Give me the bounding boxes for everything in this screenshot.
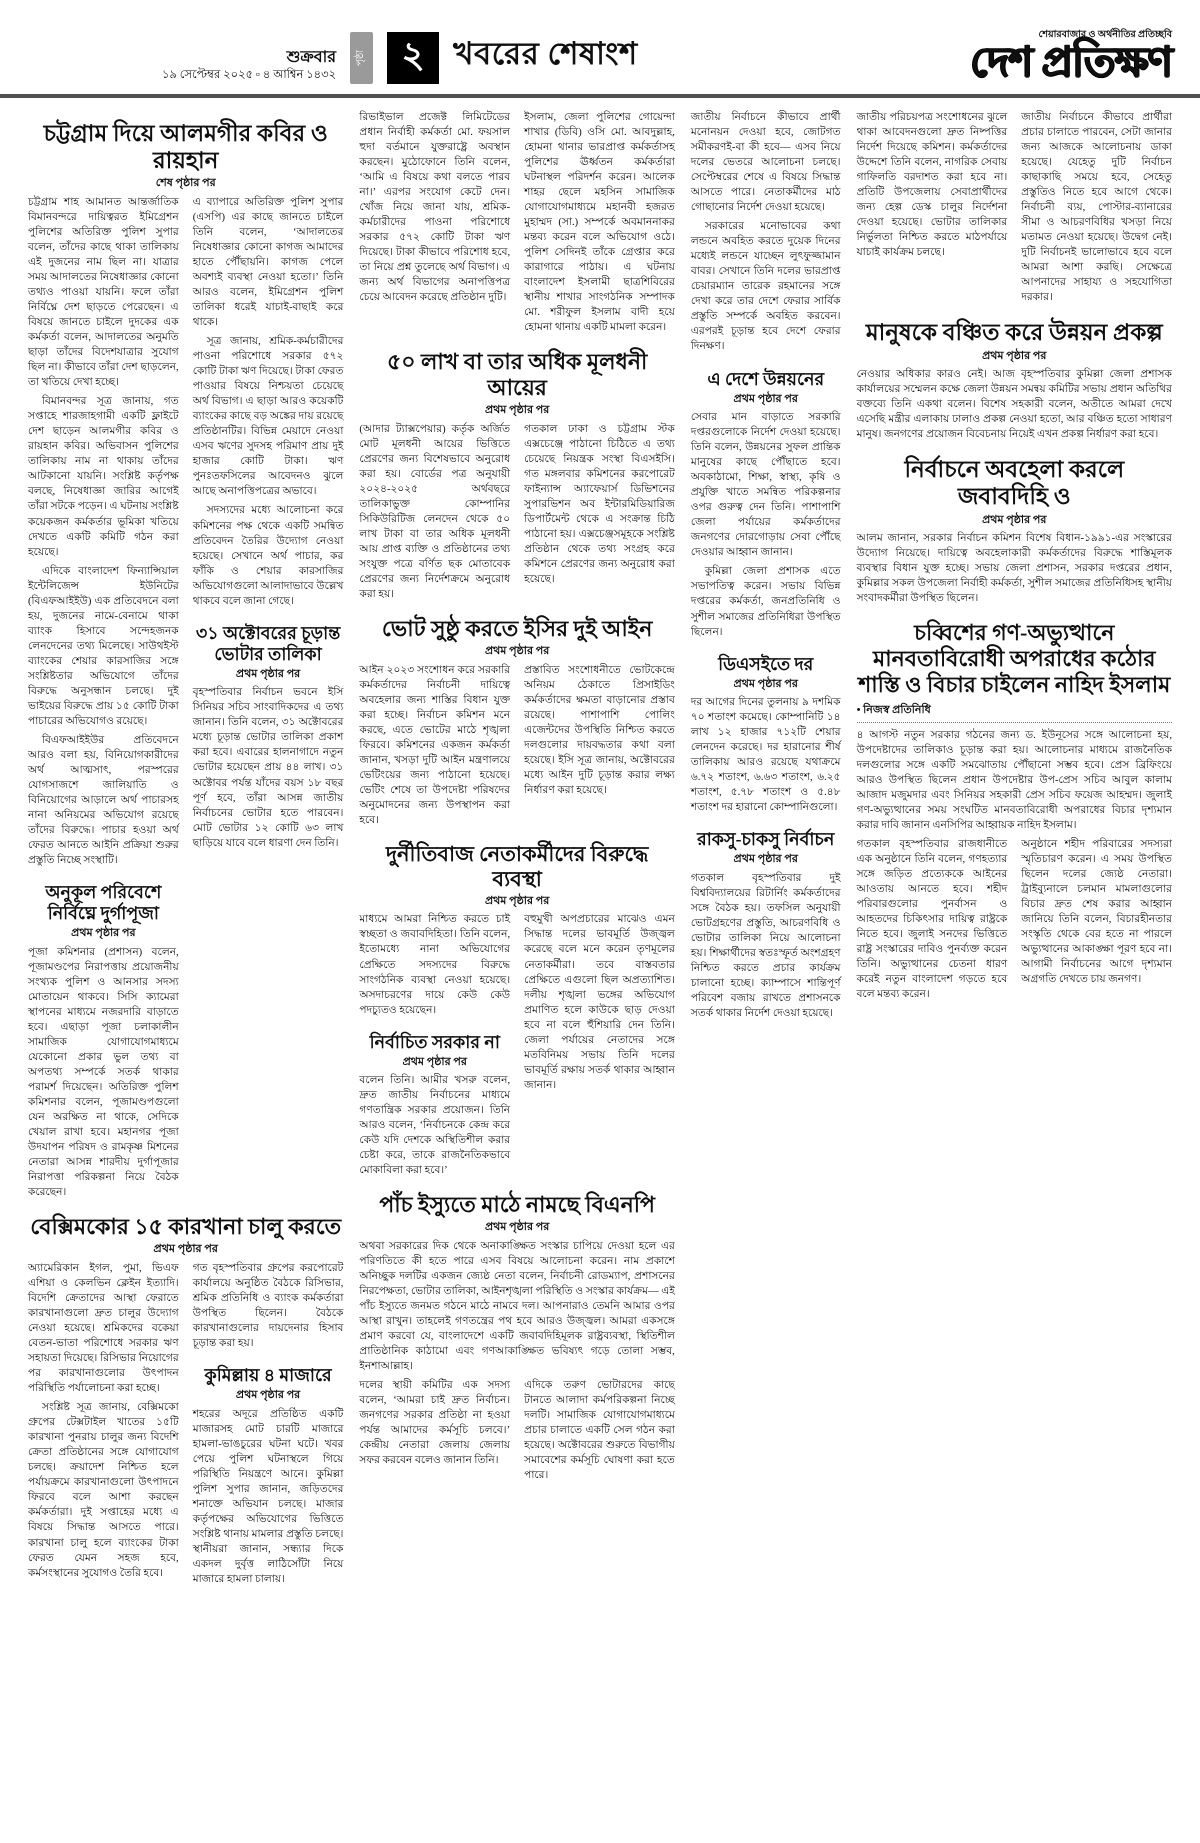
- page-number-box: ২: [387, 32, 439, 84]
- date-block: [162, 48, 336, 84]
- story-text: গতকাল বৃহস্পতিবার দুই বিশ্ববিদ্যালয়ের রিটার্নিং কর্মকর্তাদের সঙ্গে বৈঠক হয়। তফসিল অনুযায়ী ভোটগ্রহণের প্রস্তুতি, আচরণবিধি ও ভোটার তালিকা নিয়ে আলোচনা হয়। শিক্ষার্থীদের স্বতঃস্ফূর্ত অংশগ্রহণ নিশ্চিত করতে প্রচার কার্যক্রম চালানো হচ্ছে। ক্যাম্পাসে শান্তিপূর্ণ পরিবেশ বজায় রাখতে প্রশাসনকে সতর্ক থাকার নির্দেশ দেওয়া হয়েছে।: [690, 873, 841, 1020]
- story-text: সূত্র জানায়, শ্রমিক-কর্মচারীদের পাওনা পরিশোধে সরকার ৫৭২ কোটি টাকা ঋণ দিয়েছে। টাকা ফেরত পাওয়ার বিষয়ে নিশ্চয়তা চেয়েছে অর্থ বিভাগ। এ ছাড়া আরও কয়েকটি ব্যাংকের কাছে বড় অঙ্কের দায় রয়েছে প্রতিষ্ঠানটির। বিভিন্ন মেয়াদে নেওয়া এসব ঋণের সুদসহ পরিমাণ প্রায় দুই হাজার কোটি টাকা। ঋণ পুনঃতফসিলের আবেদনও ঝুলে আছে অনাপত্তিপত্রের অভাবে।: [192, 336, 344, 498]
- column-row: [857, 837, 1172, 1006]
- text-column: [193, 1261, 344, 1591]
- story-headline: এ দেশে উন্নয়নের: [707, 368, 825, 389]
- story-text: অ্যামেরিকান ইগল, পুমা, ভিএফ এশিয়া ও কেলভিন ক্লেইন ইত্যাদি। বিদেশি ক্রেতাদের আস্থা ফেরাতে কারখানাগুলো দ্রুত চালুর উদ্যোগ নেওয়া হয়েছে। শ্রমিকদের বকেয়া বেতন-ভাতা পরিশোধে সরকার ঋণ সহায়তা দিয়েছে। রিসিভার নিয়োগের পর কারখানাগুলোর উৎপাদন পরিস্থিতি পর্যালোচনা করা হচ্ছে।: [28, 1262, 179, 1395]
- text-column: [359, 110, 510, 339]
- story-text: এদিকে তরুণ ভোটারদের কাছে টানতে আলাদা কর্মপরিকল্পনা নিচ্ছে দলটি। সামাজিক যোগাযোগমাধ্যমে প্রচার চালাতে একটি সেল গঠন করা হয়েছে। অক্টোবরের শুরুতে বিভাগীয় সমাবেশের কর্মসূচি ঘোষণা করা হতে পারে।: [524, 1380, 675, 1482]
- text-column: [359, 422, 510, 606]
- text-column: [524, 912, 675, 1182]
- story-headline: ডিএসইতে দর: [718, 653, 814, 674]
- story-text: নেওয়ার অধিকার কারও নেই। আজ বৃহস্পতিবার কুমিল্লা জেলা প্রশাসক কার্যালয়ের সম্মেলন কক্ষে জেলা উন্নয়ন সমন্বয় কমিটির সভায় প্রধান অতিথির বক্তব্যে তিনি একথা বলেন। বিশেষ সহকারী বলেন, অতীতে আমরা দেখে এসেছি মন্ত্রীর এলাকায় ঢালাও প্রকল্প নেওয়া হতো, আর বঞ্চিত হতো সাধারণ মানুষ। জনগণের প্রয়োজন বিবেচনায় নিয়েই এখন প্রকল্প নির্ধারণ করা হবে।: [856, 369, 1172, 441]
- story-headline: রাকসু-চাকসু নির্বাচন: [697, 829, 835, 850]
- story-text: (আদার ট্যাক্সপেয়ার) কর্তৃক অর্জিত মোট মূলধনী আয়ের ভিত্তিতে প্রেরণের জন্য বিশেষভাবে অনুরোধ করা হয়। বোর্ডের পত্র অনুযায়ী ২০২৪-২০২৫ অর্থবছরে তালিকাভুক্ত কোম্পানির সিকিউরিটিজ লেনদেন থেকে ৫০ লাখ টাকা বা তার অধিক মূলধনী আয় প্রাপ্ত ব্যক্তি ও প্রতিষ্ঠানের তথ্য সংযুক্ত পত্রে বর্ণিত ছক মোতাবেক প্রেরণের জন্য নির্দেশক্রমে অনুরোধ করা হয়।: [359, 423, 511, 601]
- masthead: [970, 31, 1172, 85]
- story-text: মাধ্যমে আমরা নিশ্চিত করতে চাই স্বচ্ছতা ও জবাবদিহিতা। তিনি বলেন, ইতোমধ্যে নানা অভিযোগের প্রেক্ষিতে সদস্যদের বিরুদ্ধে সাংগঠনিক ব্যবস্থা নেওয়া হয়েছে। অসদাচরণের দায়ে কেউ কেউ পদচ্যুতও হয়েছেন।: [359, 914, 511, 1016]
- column-row: [359, 912, 674, 1182]
- story-text: কুমিল্লা জেলা প্রশাসক এতে সভাপতিত্ব করেন। সভায় বিভিন্ন দপ্তরের কর্মকর্তা, জনপ্রতিনিধি ও সুশীল সমাজের প্রতিনিধিরা উপস্থিত ছিলেন।: [690, 566, 841, 638]
- column-row: [359, 663, 674, 832]
- story-text: এ ব্যাপারে অতিরিক্ত পুলিশ সুপার (এসপি) এর কাছে জানতে চাইলে তিনি বলেন, ‘আদালতের নিষেধাজ্ঞার কোনো কাগজ আমাদের হাতে পৌঁছায়নি। কাগজ পেলে অবশ্যই ব্যবস্থা নেওয়া হতো।’ তিনি আরও বলেন, ইমিগ্রেশন পুলিশ তালিকা ধরেই যাচাই-বাছাই করে থাকে।: [192, 196, 344, 329]
- continuation-label: প্রথম পৃষ্ঠার পর: [484, 645, 550, 658]
- story-text: দর আগের দিনের তুলনায় ৯ দশমিক ৭০ শতাংশ কমেছে। কোম্পানিটি ১৪ লাখ ১২ হাজার ৭১২টি শেয়ার লেনদেন করেছে। দর হারানোর শীর্ষ তালিকায় আরও রয়েছে যথাক্রমে ৬.৭২ শতাংশ, ৬.৬৩ শতাংশ, ৬.২৫ শতাংশ, ৫.৭৮ শতাংশ ও ৫.৪৮ শতাংশ দর হারানো কোম্পানিগুলো।: [690, 697, 841, 814]
- continuation-label: প্রথম পৃষ্ঠার পর: [153, 1243, 218, 1256]
- byline: • নিজস্ব প্রতিনিধি: [856, 704, 931, 717]
- story-headline: চট্টগ্রাম দিয়ে আলমগীর কবির ও রায়হান: [43, 121, 328, 174]
- story-text: গতকাল ঢাকা ও চট্টগ্রাম স্টক এক্সচেঞ্জে পাঠানো চিঠিতে এ তথ্য চেয়েছে নিয়ন্ত্রক সংস্থা বিএসইসি। গত মঙ্গলবার কমিশনের করপোরেট ফাইন্যান্স অ্যাফেয়ার্স ডিভিশনের সুপারভিশন অব ইন্টারমিডিয়ারিজ ডিপার্টমেন্ট থেকে এ সংক্রান্ত চিঠি পাঠানো হয়। এক্সচেঞ্জসমূহকে সংশ্লিষ্ট প্রতিষ্ঠান থেকে তথ্য সংগ্রহ করে কমিশনে প্রেরণের জন্য অনুরোধ করা হয়েছে।: [524, 423, 675, 586]
- text-column: [524, 422, 675, 606]
- story-text: আইন ২০২৩ সংশোধন করে সরকারি কর্মকর্তাদের নির্বাচনী দায়িত্বে অবহেলার জন্য শাস্তির বিধান যুক্ত করা হচ্ছে। নির্বাচন কমিশন মনে করছে, এতে ভোটের মাঠে শৃঙ্খলা ফিরবে। কমিশনের একজন কর্মকর্তা জানান, খসড়া দুটি আইন মন্ত্রণালয়ে ভেটিংয়ের জন্য পাঠানো হয়েছে। ভেটিং শেষে তা উপদেষ্টা পরিষদের অনুমোদনের জন্য উপস্থাপন করা হবে।: [359, 664, 511, 827]
- continuation-label: প্রথম পৃষ্ঠার পর: [402, 1055, 467, 1068]
- column-five: [691, 110, 841, 1591]
- column-row: [28, 195, 343, 1205]
- story-text: অনুষ্ঠানে শহীদ পরিবারের সদস্যরা স্মৃতিচারণ করেন। এ সময় উপস্থিত ছিলেন দলের জ্যেষ্ঠ নেতারা। ট্রাইব্যুনালে চলমান মামলাগুলোর বিচার দ্রুত শেষ করার আহ্বান জানিয়ে তিনি বলেন, বিচারহীনতার সংস্কৃতি থেকে বের হতে না পারলে অভ্যুত্থানের আকাঙ্ক্ষা পূরণ হবে না। আগামী নির্বাচনের আগে দৃশ্যমান অগ্রগতি দেখতে চায় জনগণ।: [1021, 839, 1172, 986]
- column-row: [359, 1378, 674, 1487]
- text-column: [1021, 837, 1172, 1006]
- text-column: [28, 1261, 179, 1591]
- continuation-label: প্রথম পৃষ্ঠার পর: [235, 667, 301, 680]
- story-text: ৪ আগস্ট নতুন সরকার গঠনের জন্য ড. ইউনূসের সঙ্গে আলোচনা হয়, উপদেষ্টাদের তালিকাও চূড়ান্ত করা হয়। আলোচনার মাধ্যমে রাজনৈতিক দলগুলোর সঙ্গে একটি সমঝোতায় পৌঁছানো সম্ভব হবে। প্রেস ব্রিফিংয়ে আরও উপস্থিত ছিলেন প্রধান উপদেষ্টার উপ-প্রেস সচিব আবুল কালাম আজাদ মজুমদার এবং সিনিয়র সহকারী প্রেস সচিব ফয়েজ আহম্মদ। জুলাই গণ-অভ্যুত্থানের সময় সংঘটিত মানবতাবিরোধী অপরাধের বিচার দৃশ্যমান করার দাবি জানান এনসিপির আহ্বায়ক নাহিদ ইসলাম।: [856, 729, 1172, 831]
- text-column: [524, 1378, 675, 1487]
- continuation-label: প্রথম পৃষ্ঠার পর: [71, 927, 136, 940]
- column-row: [359, 110, 674, 339]
- story-text: দলের স্থায়ী কমিটির এক সদস্য বলেন, ‘আমরা চাই দ্রুত নির্বাচন। জনগণের সরকার প্রতিষ্ঠা না হওয়া পর্যন্ত আমাদের কর্মসূচি চলবে।’ কেন্দ্রীয় নেতারা জেলায় জেলায় সফর করবেন বলেও জানান তিনি।: [359, 1380, 511, 1467]
- story-text: শহরের অদূরে প্রতিষ্ঠিত একটি মাজারসহ মোট চারটি মাজারে হামলা-ভাঙচুরের ঘটনা ঘটে। খবর পেয়ে পুলিশ ঘটনাস্থলে গিয়ে পরিস্থিতি নিয়ন্ত্রণে আনে। কুমিল্লা পুলিশ সুপার জানান, জড়িতদের শনাক্তে অভিযান চলছে। মাজার কর্তৃপক্ষের অভিযোগের ভিত্তিতে সংশ্লিষ্ট থানায় মামলার প্রস্তুতি চলছে। স্থানীয়রা জানান, সন্ধ্যার দিকে একদল দুর্বৃত্ত লাঠিসোঁটা নিয়ে মাজারে হামলা চালায়।: [192, 1408, 344, 1586]
- text-column: [524, 110, 675, 339]
- masthead-title: দেশ প্রতিক্ষণ: [970, 40, 1172, 86]
- continuation-label: প্রথম পৃষ্ঠার পর: [235, 1389, 301, 1402]
- story-text: ইসলাম, জেলা পুলিশের গোয়েন্দা শাখার (ডিবি) ওসি মো. আবদুল্লাহ, হোমনা থানার ভারপ্রাপ্ত কর্মকর্তাসহ পুলিশের ঊর্ধ্বতন কর্মকর্তারা ঘটনাস্থল পরিদর্শন করেন। আলেক শাহর ছেলে মহসিন সামাজিক যোগাযোগমাধ্যমে মহানবী হজরত মুহাম্মদ (সা.) সম্পর্কে অবমাননাকর মন্তব্য করেন বলে অভিযোগ ওঠে। পুলিশ সেদিনই তাঁকে গ্রেপ্তার করে কারাগারে পাঠায়। এ ঘটনায় বাংলাদেশ ইসলামী ছাত্রশিবিরের স্থানীয় শাখার সাংগঠনিক সম্পাদক মো. শরীফুল ইসলাম বাদী হয়ে হোমনা থানায় একটি মামলা করেন।: [524, 112, 675, 334]
- text-column: [1021, 110, 1172, 309]
- text-column: [193, 195, 344, 1205]
- dotted-rule: [857, 722, 1172, 723]
- story-text: বলেন তিনি। আমীর খসরু বলেন, দ্রুত জাতীয় নির্বাচনের মাধ্যমে গণতান্ত্রিক সরকার প্রয়োজন। তিনি আরও বলেন, ‘নির্বাচনকে কেন্দ্র করে কেউ যদি দেশকে অস্থিতিশীল করার চেষ্টা করে, তাকে রাজনৈতিকভাবে মোকাবিলা করা হবে।’: [359, 1075, 511, 1177]
- story-text: বহুমুখী অপপ্রচারের মাঝেও এমন সিদ্ধান্ত দলের ভাবমূর্তি উজ্জ্বল করেছে বলে মনে করেন তৃণমূলের নেতাকর্মীরা। তবে বাস্তবতার প্রেক্ষিতে এগুলো ছিল অপ্রত্যাশিত। দলীয় শৃঙ্খলা ভঙ্গের অভিযোগ প্রমাণিত হলে কাউকে ছাড় দেওয়া হবে না বলে হুঁশিয়ারি দেন তিনি। জেলা পর্যায়ের নেতাদের সঙ্গে মতবিনিময় সভায় তিনি দলের ভাবমূর্তি রক্ষায় সতর্ক থাকার আহ্বান জানান।: [524, 914, 675, 1091]
- story-text: বিএফআইইউর প্রতিবেদনে আরও বলা হয়, বিনিয়োগকারীদের অর্থ আত্মসাৎ, পরস্পরের যোগসাজশে জালিয়াতি ও বিনিয়োগের আড়ালে অর্থ পাচারসহ নানা অনিয়মের অভিযোগ রয়েছে তাঁদের বিরুদ্ধে। পাচার হওয়া অর্থ ফেরত আনতে আইনি প্রক্রিয়া শুরুর প্রস্তুতি নিচ্ছে সংস্থাটি।: [28, 734, 179, 867]
- page-tab-label: পৃষ্ঠা: [350, 32, 373, 84]
- story-text: আলম জানান, সরকার নির্বাচন কমিশন বিশেষ বিধান-১৯৯১-এর সংস্কারের উদ্যোগ নিয়েছে। দায়িত্বে অবহেলাকারী কর্মকর্তাদের বিরুদ্ধে শাস্তিমূলক ব্যবস্থার বিধান যুক্ত হচ্ছে। সভায় জেলা প্রশাসন, সরকার দপ্তরের প্রধান, কুমিল্লার সকল উপজেলা নির্বাহী কর্মকর্তা, সুশীল সমাজের প্রতিনিধিসহ স্থানীয় সংবাদকর্মীরা উপস্থিত ছিলেন।: [856, 533, 1172, 605]
- text-column: [857, 110, 1008, 309]
- story-text: সরকারের মনোভাবের কথা লন্ডনে অবহিত করতে দুয়েক দিনের মধ্যেই লন্ডনে যাচ্ছেন লুৎফুজ্জামান বাবর। সেখানে তিনি দলের ভারপ্রাপ্ত চেয়ারম্যান তারেক রহমানের সঙ্গে দেখা করে তার দেশে ফেরার সার্বিক প্রস্তুতি সম্পর্কে অবহিত করবেন। এরপরই চূড়ান্ত হবে দেশে ফেরার দিনক্ষণ।: [690, 221, 841, 353]
- continuation-label: প্রথম পৃষ্ঠার পর: [484, 894, 550, 907]
- column-row: [857, 110, 1172, 309]
- columns-middle-group: [359, 110, 674, 1591]
- continuation-label: প্রথম পৃষ্ঠার পর: [982, 513, 1047, 526]
- story-headline: পাঁচ ইস্যুতে মাঠে নামছে বিএনপি: [379, 1192, 655, 1218]
- text-column: [524, 663, 675, 832]
- story-headline: নির্বাচিত সরকার না: [369, 1031, 500, 1052]
- columns-right-group: [857, 110, 1172, 1591]
- story-text: প্রস্তাবিত সংশোধনীতে ভোটকেন্দ্রে অনিয়ম ঠেকাতে প্রিসাইডিং কর্মকর্তাদের ক্ষমতা বাড়ানোর প্রস্তাব রয়েছে। পাশাপাশি পোলিং এজেন্টদের উপস্থিতি নিশ্চিত করতে দলগুলোর দায়বদ্ধতার কথা বলা হয়েছে। ইসি সূত্র জানায়, অক্টোবরের মধ্যে আইন দুটি চূড়ান্ত করার লক্ষ্য নির্ধারণ করা হয়েছে।: [524, 664, 675, 797]
- continuation-label: প্রথম পৃষ্ঠার পর: [733, 392, 798, 405]
- story-text: জাতীয় নির্বাচনে কীভাবে প্রার্থীরা প্রচার চালাতে পারবেন, সেটা জানার জন্য আজকে আলোচনায় ডাকা হয়েছে। যেহেতু দুটি নির্বাচন কাছাকাছি সময়ে হবে, সেহেতু প্রস্তুতিও নিতে হবে আগে থেকে। নির্বাচনী ব্যয়, পোস্টার-ব্যানারের সীমা ও আচরণবিধির খসড়া নিয়ে মতামত নেওয়া হয়েছে। উদ্বেগ নেই। দুটি নির্বাচনই ভালোভাবে হবে বলে আমরা আশা করছি। সেক্ষেত্রে আপনাদের সাহায্য ও সহযোগিতা দরকার।: [1021, 112, 1172, 304]
- story-text: সেবার মান বাড়াতে সরকারি দপ্তরগুলোকে নির্দেশ দেওয়া হয়েছে। তিনি বলেন, উন্নয়নের সুফল প্রান্তিক মানুষের কাছে পৌঁছাতে হবে। অবকাঠামো, শিক্ষা, স্বাস্থ্য, কৃষি ও প্রযুক্তি খাতে সমন্বিত পরিকল্পনার ওপর গুরুত্ব দেন তিনি। পাশাপাশি জেলা পর্যায়ের কর্মকর্তাদের জনগণের দোরগোড়ায় সেবা পৌঁছে দেওয়ার আহ্বান জানান।: [690, 412, 841, 559]
- columns-left-group: [28, 110, 343, 1591]
- column-row: [359, 422, 674, 606]
- section-title: খবরের শেষাংশ: [453, 36, 638, 71]
- story-headline: কুমিল্লায় ৪ মাজারে: [204, 1365, 332, 1386]
- story-headline: দুর্নীতিবাজ নেতাকর্মীদের বিরুদ্ধে ব্যবস্থা: [385, 842, 649, 892]
- story-text: গত বৃহস্পতিবার গ্রুপের করপোরেট কার্যালয়ে অনুষ্ঠিত বৈঠকে রিসিভার, শ্রমিক প্রতিনিধি ও ব্যাংক কর্মকর্তারা উপস্থিত ছিলেন। বৈঠকে কারখানাগুলোর দায়দেনার হিসাব চূড়ান্ত করা হয়।: [192, 1262, 344, 1350]
- continuation-label: প্রথম পৃষ্ঠার পর: [733, 677, 798, 690]
- story-text: পূজা কমিশনার (প্রশাসন) বলেন, পূজামণ্ডপের নিরাপত্তায় প্রয়োজনীয় সংখ্যক পুলিশ ও আনসার সদস্য মোতায়েন থাকবে। সিসি ক্যামেরা স্থাপনের মাধ্যমে নজরদারি বাড়াতে হবে। এছাড়া পূজা চলাকালীন সামাজিক যোগাযোগমাধ্যমে যেকোনো প্রকার ভুল তথ্য বা অপতথ্য সম্পর্কে সতর্ক থাকার পরামর্শ দিয়েছেন। অতিরিক্ত পুলিশ কমিশনার বলেন, পূজামণ্ডপগুলো যেন অরক্ষিত না থাকে, সেদিকে খেয়াল রাখা হবে। মহানগর পূজা উদযাপন পরিষদ ও রামকৃষ্ণ মিশনের নেতারা আসন্ন শারদীয় দুর্গাপূজার নিরাপত্তা পরিকল্পনা নিয়ে বৈঠক করেছেন।: [28, 946, 179, 1199]
- text-column: [28, 195, 179, 1205]
- story-text: গতকাল বৃহস্পতিবার রাজধানীতে এক অনুষ্ঠানে তিনি বলেন, গণহত্যার সঙ্গে জড়িত প্রত্যেককে আইনের আওতায় আনতে হবে। শহীদ পরিবারগুলোর পুনর্বাসন ও আহতদের চিকিৎসার দায়িত্ব রাষ্ট্রকে নিতে হবে। জুলাই সনদের ভিত্তিতে রাষ্ট্র সংস্কারের দাবিও পুনর্ব্যক্ত করেন তিনি। অভ্যুত্থানের চেতনা ধারণ করেই নতুন বাংলাদেশ গড়তে হবে বলে মন্তব্য করেন।: [856, 839, 1008, 1001]
- date-line: ১৯ সেপ্টেম্বর ২০২৫ ▫ ৪ আশ্বিন ১৪৩২: [162, 68, 337, 81]
- story-text: অথবা সরকারের দিক থেকে অনাকাঙ্ক্ষিত সংস্কার চাপিয়ে দেওয়া হলে এর পরিণতিতে কী হতে পারে এসব বিষয়ে আলোচনা করেন। নাম প্রকাশে অনিচ্ছুক দলটির একজন জ্যেষ্ঠ নেতা বলেন, নির্বাচনী রোডম্যাপ, প্রশাসনের নিরপেক্ষতা, ভোটার তালিকা, আইনশৃঙ্খলা পরিস্থিতি ও সংস্কার কার্যক্রম— এই পাঁচ ইস্যুতে জনমত গঠনে মাঠে নামবে দল। আপনারাও তেমনি আমার ওপর আস্থা রাখুন। তাহলেই গণতন্ত্রের পথ হবে আরও উজ্জ্বল। আমরা একসঙ্গে প্রমাণ করবো যে, বাংলাদেশে একটি জবাবদিহিমূলক রাষ্ট্রব্যবস্থা, স্থিতিশীল প্রাতিষ্ঠানিক কাঠামো এবং গণআকাঙ্ক্ষিত ভবিষ্যৎ গড়ে তোলা সম্ভব, ইনশাআল্লাহ।: [359, 1241, 675, 1373]
- story-headline: ভোট সুষ্ঠু করতে ইসির দুই আইন: [381, 616, 653, 642]
- weekday-label: শুক্রবার: [286, 48, 337, 66]
- story-text: এদিকে বাংলাদেশ ফিন্যান্সিয়াল ইন্টেলিজেন্স ইউনিটের (বিএফআইইউ) এক প্রতিবেদনে বলা হয়, দুজনের নামে-বেনামে থাকা ব্যাংক হিসাবে সন্দেহজনক লেনদেনের তথ্য মিলেছে। সাউথইস্ট ব্যাংকের শেয়ার কারসাজির সঙ্গে সংশ্লিষ্টতার অভিযোগে তাঁদের বিরুদ্ধে অনুসন্ধান চলছে। দুই ভাইয়ের বিরুদ্ধে প্রায় ১৫ কোটি টাকা পাচারের অভিযোগও রয়েছে।: [28, 565, 179, 727]
- column-row: [28, 1261, 343, 1591]
- story-headline: নির্বাচনে অবহেলা করলে জবাবদিহি ও: [904, 457, 1125, 510]
- text-column: [359, 663, 510, 832]
- story-headline: ৫০ লাখ বা তার অধিক মূলধনী আয়ের: [386, 349, 648, 401]
- story-text: চট্টগ্রাম শাহ আমানত আন্তর্জাতিক বিমানবন্দরে দায়িত্বরত ইমিগ্রেশন পুলিশের অতিরিক্ত পুলিশ সুপার বলেন, তাঁদের কাছে থাকা তালিকায় এই দুজনের নাম ছিল না। যাত্রার সময় আদালতের নিষেধাজ্ঞার কোনো তথ্যও পাওয়া যায়নি। ফলে তাঁরা নির্বিঘ্নে দেশ ছাড়তে পেরেছেন। এ বিষয়ে জানতে চাইলে দুদকের এক কর্মকর্তা বলেন, আদালতের অনুমতি ছাড়া তাঁদের বিদেশযাত্রার সুযোগ ছিল না। কীভাবে তাঁরা দেশ ছাড়লেন, তা খতিয়ে দেখা হচ্ছে।: [28, 196, 179, 389]
- text-column: [857, 837, 1008, 1006]
- body-columns: [0, 98, 1200, 1591]
- story-text: সংশ্লিষ্ট সূত্র জানায়, বেক্সিমকো গ্রুপের টেক্সটাইল খাতের ১৫টি কারখানা পুনরায় চালুর জন্য বিদেশি ক্রেতা প্রতিষ্ঠানের সঙ্গে যোগাযোগ চলছে। ক্রয়াদেশ নিশ্চিত হলে পর্যায়ক্রমে কারখানাগুলো উৎপাদনে ফিরবে বলে আশা করছেন কর্মকর্তারা। দুই সপ্তাহের মধ্যে এ বিষয়ে সিদ্ধান্ত আসতে পারে। কারখানা চালু হলে ব্যাংকের টাকা ফেরত যেমন সহজ হবে, কর্মসংস্থানের সুযোগও তৈরি হবে।: [28, 1402, 179, 1579]
- story-text: জাতীয় পরিচয়পত্র সংশোধনের ঝুলে থাকা আবেদনগুলো দ্রুত নিষ্পত্তির নির্দেশ দিয়েছে কমিশন। কর্মকর্তাদের উদ্দেশে তিনি বলেন, নাগরিক সেবায় গাফিলতি বরদাশত করা হবে না। প্রতিটি উপজেলায় সেবাপ্রার্থীদের জন্য হেল্প ডেস্ক চালুর নির্দেশনা দেওয়া হয়েছে। ভোটার তালিকার নির্ভুলতা নিশ্চিত করতে মাঠপর্যায়ে যাচাই কার্যক্রম চলছে।: [856, 112, 1008, 259]
- story-headline: মানুষকে বঞ্চিত করে উন্নয়ন প্রকল্প: [865, 320, 1163, 346]
- continuation-label: প্রথম পৃষ্ঠার পর: [484, 404, 550, 417]
- page-header: [0, 0, 1200, 98]
- story-headline: অনুকূল পরিবেশে নির্বিঘ্নে দুর্গাপূজা: [45, 882, 162, 924]
- continuation-label: প্রথম পৃষ্ঠার পর: [733, 853, 798, 866]
- continuation-label: প্রথম পৃষ্ঠার পর: [982, 349, 1047, 362]
- story-text: জাতীয় নির্বাচনে কীভাবে প্রার্থী মনোনয়ন দেওয়া হবে, জোটগত সমীকরণই-বা কী হবে— এসব নিয়ে দলের ভেতরে আলোচনা চলছে। সেপ্টেম্বরের শেষে এ বিষয়ে সিদ্ধান্ত আসতে পারে। নেতাকর্মীদের মাঠ গোছানোর নির্দেশ দেওয়া হয়েছে।: [690, 112, 841, 214]
- masthead-tagline: শেয়ারবাজার ও অর্থনীতির প্রতিচ্ছবি: [1038, 29, 1172, 40]
- story-text: বিমানবন্দর সূত্র জানায়, গত সপ্তাহে শারজাহগামী একটি ফ্লাইটে দেশ ছাড়েন আলমগীর কবির ও রায়হান কবির। অভিবাসন পুলিশের তালিকায় নাম না থাকায় তাঁদের আটকানো যায়নি। সংশ্লিষ্ট কর্তৃপক্ষ বলছে, নিষেধাজ্ঞা জারির আগেই তাঁরা সটকে পড়েন। এ ঘটনায় সংশ্লিষ্ট কয়েকজন কর্মকর্তার ভূমিকা খতিয়ে দেখতে একটি কমিটি গঠন করা হয়েছে।: [28, 396, 179, 558]
- story-headline: চব্বিশের গণ-অভ্যুত্থানে মানবতাবিরোধী অপরাধের কঠোর শাস্তি ও বিচার চাইলেন নাহিদ ইসলাম: [858, 620, 1171, 698]
- continuation-label: শেষ পৃষ্ঠার পর: [155, 177, 216, 190]
- text-column: [359, 1378, 510, 1487]
- story-text: সদস্যদের মধ্যে আলোচনা করে কমিশনের পক্ষ থেকে একটি সমন্বিত প্রতিবেদন তৈরির উদ্যোগ নেওয়া হয়েছে। সেখানে অর্থ পাচার, কর ফাঁকি ও শেয়ার কারসাজির অভিযোগগুলো আলাদাভাবে উল্লেখ থাকবে বলে জানা গেছে।: [192, 505, 344, 607]
- text-column: [359, 912, 510, 1182]
- continuation-label: প্রথম পৃষ্ঠার পর: [484, 1221, 550, 1234]
- story-text: রিভাইভাল প্রজেক্ট লিমিটেডের প্রধান নির্বাহী কর্মকর্তা মো. ফয়সাল হুদা বর্তমানে যুক্তরাষ্ট্রে অবস্থান করছেন। মুঠোফোনে তিনি বলেন, ‘আমি এ বিষয়ে কথা বলতে পারব না।’ এরপর সংযোগ কেটে দেন। খোঁজ নিয়ে জানা যায়, শ্রমিক-কর্মচারীদের পাওনা পরিশোধে সরকার ৫৭২ কোটি টাকা ঋণ দিয়েছে। টাকা কীভাবে পরিশোধ হবে, তা নিয়ে প্রশ্ন তুলেছে অর্থ বিভাগ। এ জন্য অর্থ বিভাগের অনাপত্তিপত্র চেয়ে আবেদন করেছে প্রতিষ্ঠান দুটি।: [359, 112, 511, 304]
- story-headline: ৩১ অক্টোবরের চূড়ান্ত ভোটার তালিকা: [195, 622, 341, 664]
- story-text: বৃহস্পতিবার নির্বাচন ভবনে ইসি সিনিয়র সচিব সাংবাদিকদের এ তথ্য জানান। তিনি বলেন, ৩১ অক্টোবরের মধ্যে চূড়ান্ত ভোটার তালিকা প্রকাশ করা হবে। এবারের হালনাগাদে নতুন ভোটার হয়েছেন প্রায় ৪৪ লাখ। ৩১ অক্টোবর পর্যন্ত যাঁদের বয়স ১৮ বছর পূর্ণ হবে, তাঁরা আসন্ন জাতীয় নির্বাচনের ভোটার হতে পারবেন। মোট ভোটার ১২ কোটি ৬৩ লাখ ছাড়িয়ে যাবে বলে ধারণা দেন তিনি।: [192, 687, 344, 849]
- story-headline: বেক্সিমকোর ১৫ কারখানা চালু করতে: [30, 1214, 342, 1240]
